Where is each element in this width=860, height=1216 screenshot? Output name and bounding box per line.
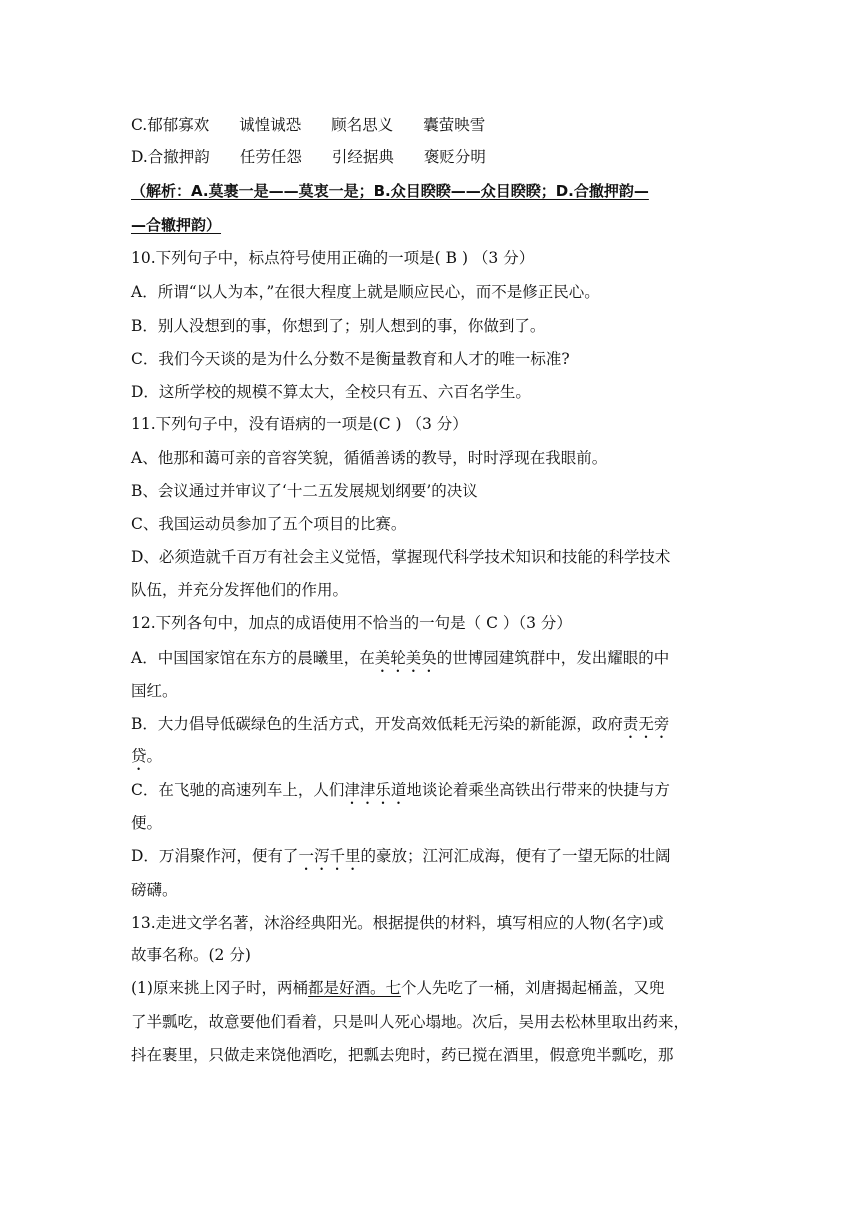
q9-c-item-4: 囊萤映雪 <box>423 116 486 134</box>
q12-option-b-line-2 <box>131 746 731 774</box>
q9-analysis-line-2: —合辙押韵） <box>131 216 222 234</box>
q13-passage-text: (1)原来挑上冈子时，两桶 <box>131 979 308 997</box>
q12-option-d-line-1 <box>131 846 731 874</box>
q9-d-item-2: 任劳任怨 <box>239 148 302 166</box>
q12-a-text-cont: 的世博园建筑群中，发出耀眼的中 <box>436 649 670 667</box>
q12-b-text-end: 。 <box>146 747 163 765</box>
q9-d-item-1: D.合撤押韵 <box>131 148 210 166</box>
q9-option-c <box>131 115 731 135</box>
q12-option-b-line-1 <box>131 714 731 742</box>
q12-a-text: A．中国国家馆在东方的晨曦里，在 <box>131 649 375 667</box>
q12-option-a-line-1 <box>131 648 731 676</box>
q9-d-item-3: 引经据典 <box>331 148 394 166</box>
q11-option-a: A、他那和蔼可亲的音容笑貌，循循善诱的教导，时时浮现在我眼前。 <box>131 449 608 467</box>
q12-d-text-cont: 的豪放；江河汇成海，便有了一望无际的壮阔 <box>360 847 671 865</box>
q13-stem-line-2: 故事名称。(2 分) <box>131 946 251 964</box>
q9-d-item-4: 褒贬分明 <box>423 148 486 166</box>
q11-option-b: B、会议通过并审议了‘十二五发展规划纲要’的决议 <box>131 482 478 500</box>
q13-passage-line-3: 抖在裹里，只做走来饶他酒吃，把瓢去兜时，药已搅在酒里，假意兜半瓢吃，那 <box>131 1046 674 1064</box>
q12-option-c-line-2: 便。 <box>131 814 163 832</box>
q10-stem: 10.下列句子中，标点符号使用正确的一项是( B ) （3 分） <box>131 249 535 267</box>
q13-underlined-text: 都是好酒。七 <box>307 979 401 997</box>
q12-c-text-cont: 地谈论着乘坐高铁出行带来的快捷与方 <box>406 781 670 799</box>
q11-option-c: C、我国运动员参加了五个项目的比赛。 <box>131 515 407 533</box>
q12-option-c-line-1 <box>131 780 731 808</box>
q12-c-dotted-idiom: 津津乐道 <box>344 781 407 799</box>
q10-option-c: C．我们今天谈的是为什么分数不是衡量教育和人才的唯一标准? <box>131 350 570 368</box>
q12-stem: 12.下列各句中，加点的成语使用不恰当的一句是（ C ）（3 分） <box>131 614 572 632</box>
q12-option-a-line-2: 国红。 <box>131 682 178 700</box>
q10-option-b: B．别人没想到的事，你想到了；别人想到的事，你做到了。 <box>131 317 546 335</box>
q11-option-d-line-2: 队伍，并充分发挥他们的作用。 <box>131 581 349 599</box>
q12-option-d-line-2: 磅礴。 <box>131 881 178 899</box>
q9-option-d <box>131 147 731 167</box>
q10-option-d: D．这所学校的规模不算太大，全校只有五、六百名学生。 <box>131 383 531 401</box>
q13-passage-line-1 <box>131 978 731 998</box>
q11-option-d-line-1: D、必须造就千百万有社会主义觉悟，掌握现代科学技术知识和技能的科学技术 <box>131 548 671 566</box>
q9-c-item-3: 顾名思义 <box>331 116 394 134</box>
q12-c-text: C．在飞驰的高速列车上，人们 <box>131 781 345 799</box>
q9-analysis-line-1: （解析：A.莫裹一是——莫衷一是；B.众目睽睽——众目睽睽；D.合撤押韵— <box>131 182 649 200</box>
q12-d-dotted-idiom: 一泻千里 <box>298 847 361 865</box>
q9-c-item-1: C.郁郁寡欢 <box>131 116 210 134</box>
q9-c-item-2: 诚惶诚恐 <box>239 116 302 134</box>
q10-option-a: A．所谓“以人为本，”在很大程度上就是顺应民心，而不是修正民心。 <box>131 283 600 301</box>
q12-a-dotted-idiom: 美轮美奂 <box>374 649 437 667</box>
q12-b-dotted-idiom: 责无旁 <box>622 715 670 733</box>
q12-d-text: D．万涓聚作河，便有了 <box>131 847 299 865</box>
q12-b-dotted-idiom-cont: 贷 <box>131 747 147 765</box>
q13-passage-line-2: 了半瓢吃，故意要他们看着，只是叫人死心塌地。次后，吴用去松林里取出药来， <box>131 1013 690 1031</box>
q13-stem-line-1: 13.走进文学名著，沐浴经典阳光。根据提供的材料，填写相应的人物(名字)或 <box>131 914 664 932</box>
q13-passage-text-cont: 个人先吃了一桶，刘唐揭起桶盖，又兜 <box>400 979 665 997</box>
q12-b-text: B．大力倡导低碳绿色的生活方式，开发高效低耗无污染的新能源，政府 <box>131 715 623 733</box>
q11-stem: 11.下列句子中，没有语病的一项是(C ) （3 分） <box>131 415 468 433</box>
